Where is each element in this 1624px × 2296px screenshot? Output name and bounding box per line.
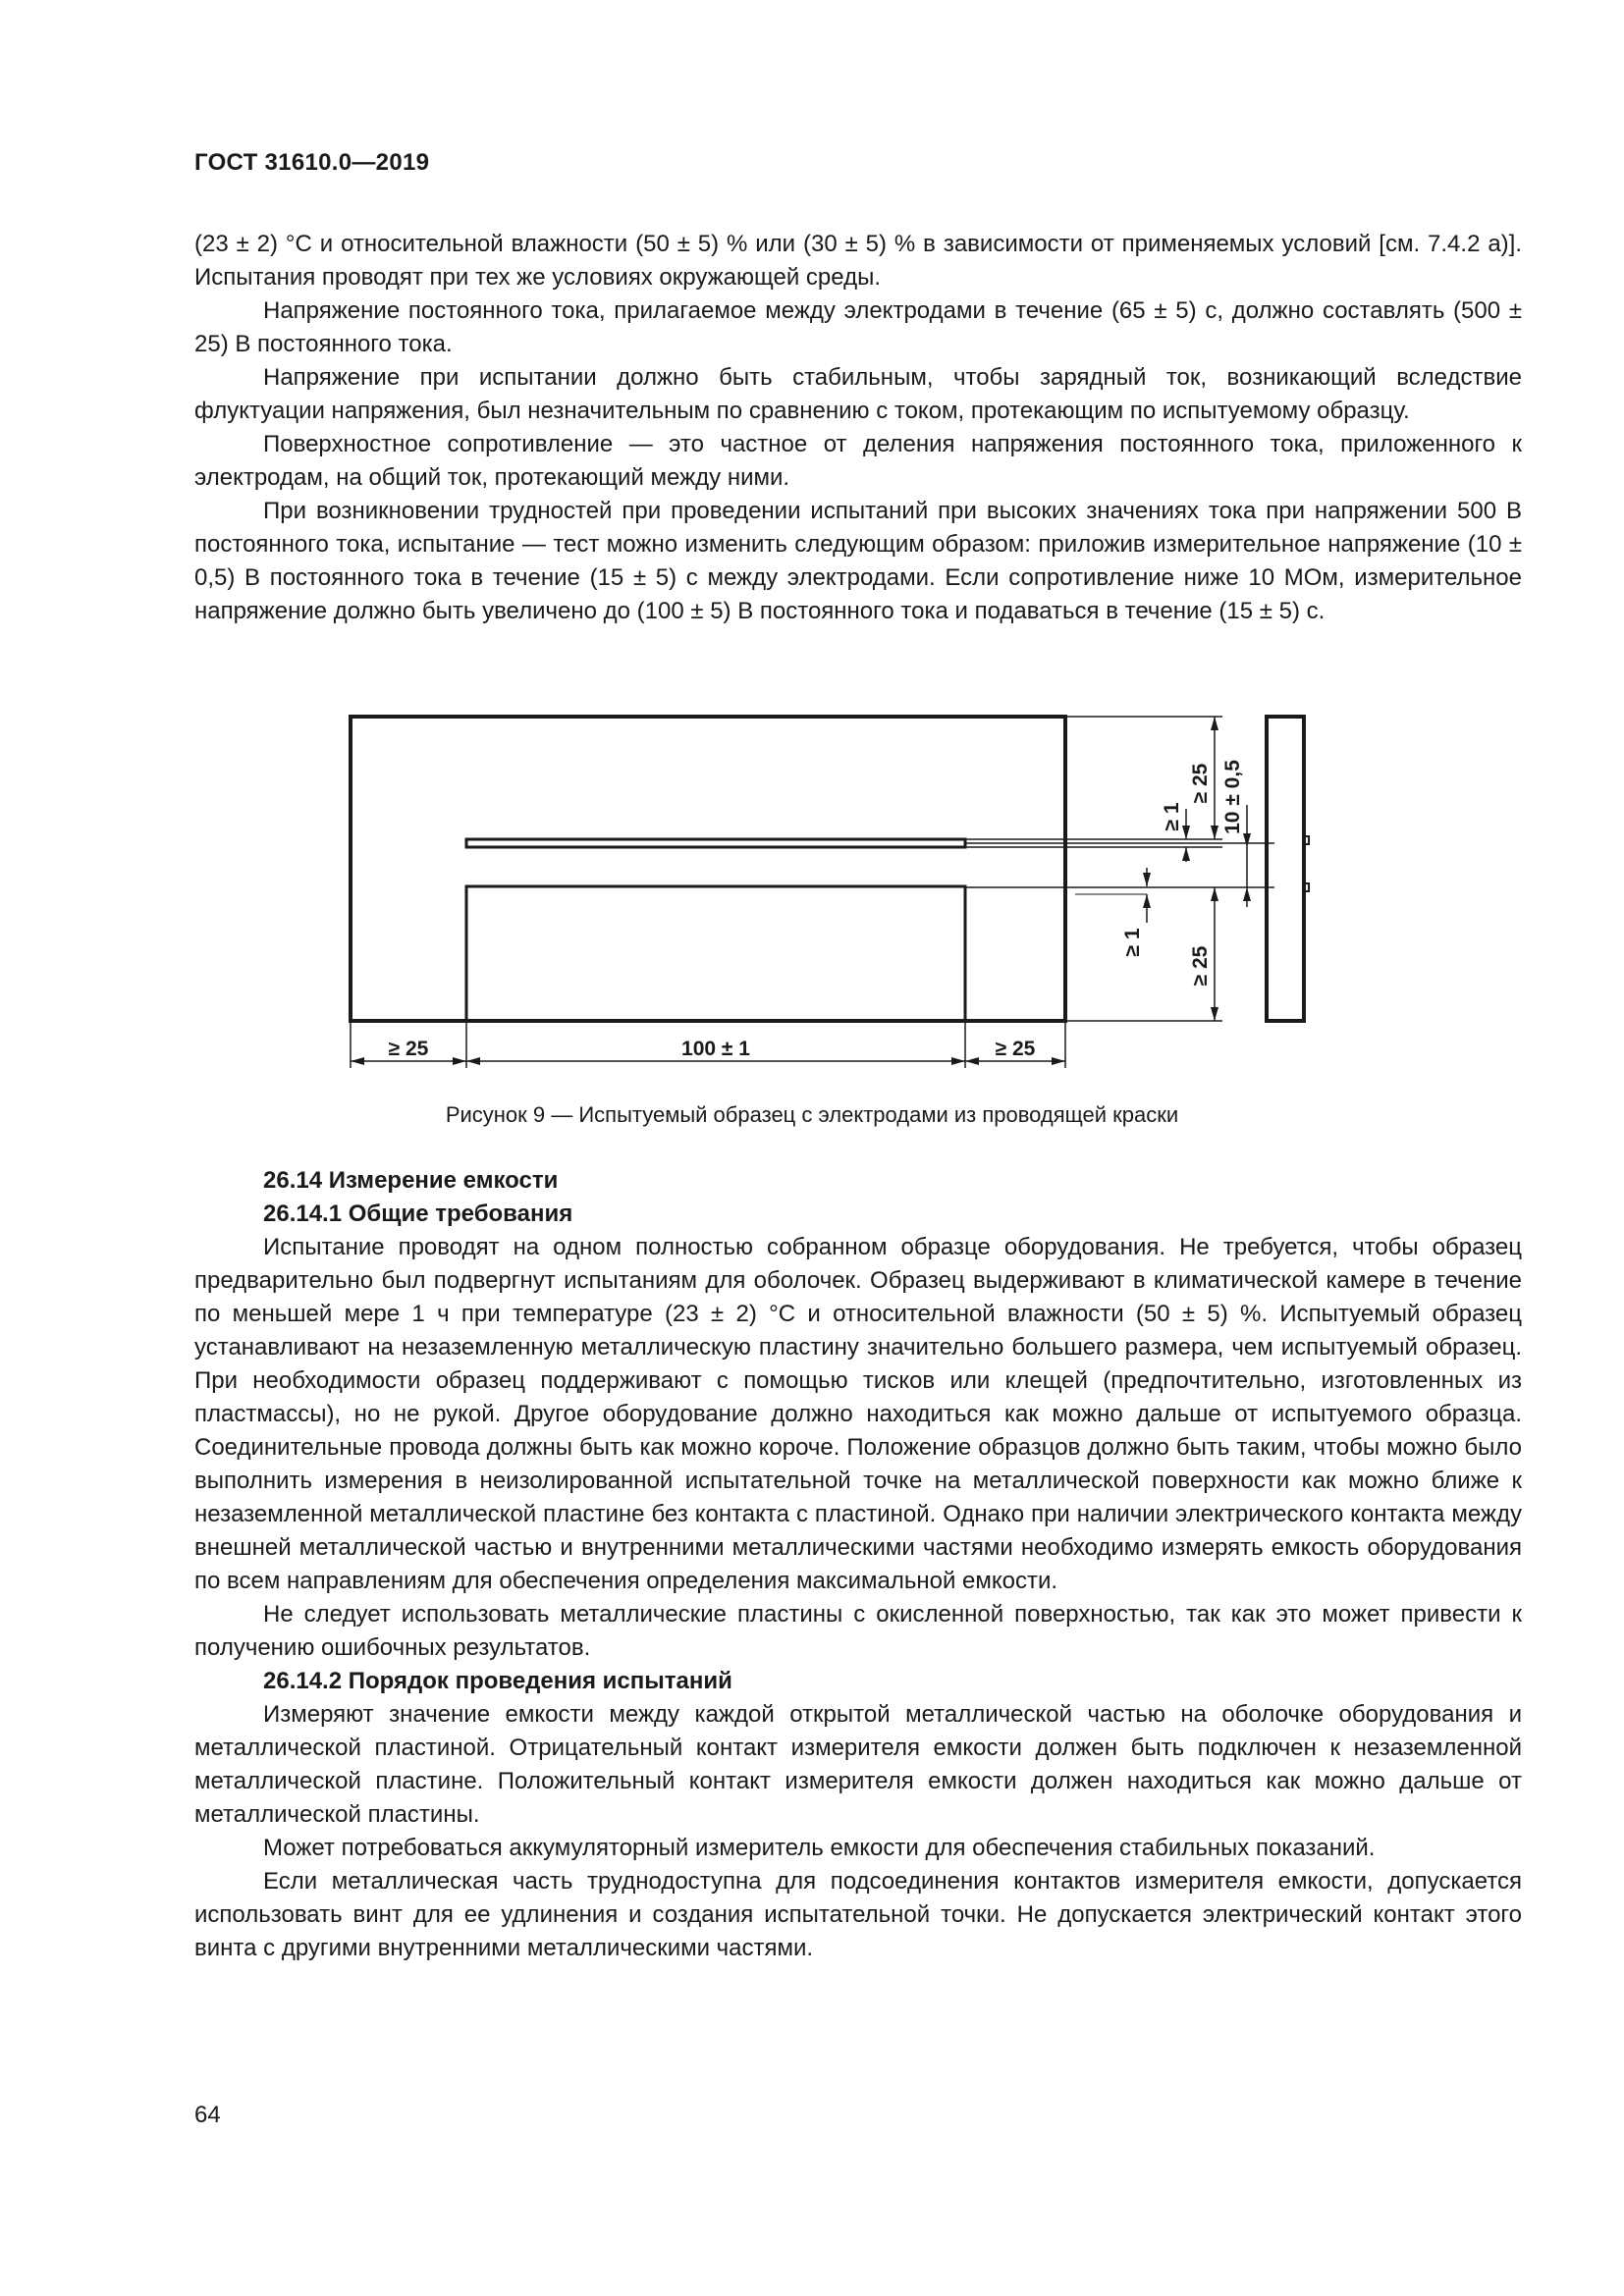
dim-right-margin: ≥ 25 (995, 1038, 1036, 1060)
page-number: 64 (194, 2102, 221, 2128)
paragraph: Измеряют значение емкости между каждой открытой металлической частью на оболочке оборудования и металлической пластиной. Отрицательный контакт измерителя емкости должен быть подключен к незаземленной металлической пластине. Положительный контакт измерителя емкости должен находиться как можно дальше от металлической пластины. (194, 1701, 1522, 1828)
section-heading-26-14: 26.14 Измерение емкости (263, 1167, 559, 1194)
paragraph: Если металлическая часть труднодоступна для подсоединения контактов измерителя емкости, допускается использовать винт для ее удлинения и создания испытательной точки. Не допускается электрический контакт этого винта с другими внутренними металлическими частями. (194, 1868, 1522, 1961)
paragraph: Может потребоваться аккумуляторный измеритель емкости для обеспечения стабильных показаний. (263, 1835, 1376, 1861)
paragraph: Поверхностное сопротивление — это частное от деления напряжения постоянного тока, приложенного к электродам, на общий ток, протекающий между ними. (194, 431, 1522, 491)
dim-left-margin: ≥ 25 (388, 1038, 429, 1060)
figure-caption: Рисунок 9 — Испытуемый образец с электродами из проводящей краски (445, 1102, 1179, 1127)
specimen-diagram (334, 699, 1375, 1111)
figure-9-specimen-drawing (334, 699, 1375, 1111)
text-block-top (194, 228, 1522, 628)
paragraph: Напряжение при испытании должно быть стабильным, чтобы зарядный ток, возникающий вследствие флуктуации напряжения, был незначительным по сравнению с током, протекающим по испытуемому образцу. (194, 364, 1522, 424)
dim-gap-bottom: ≥ 1 (1121, 928, 1144, 957)
dim-top-margin: ≥ 25 (1189, 763, 1212, 804)
specimen-plate (351, 717, 1065, 1021)
text-block-bottom (194, 1164, 1522, 1965)
dim-bottom-margin: ≥ 25 (1189, 945, 1212, 987)
lower-electrode (466, 886, 965, 1021)
specimen-side-view (1267, 717, 1304, 1021)
paragraph: Не следует использовать металлические пластины с окисленной поверхностью, так как это может привести к получению ошибочных результатов. (194, 1601, 1522, 1661)
dim-electrode-spacing: 10 ± 0,5 (1221, 760, 1244, 834)
paragraph: При возникновении трудностей при проведении испытаний при высоких значениях тока при напряжении 500 В постоянного тока, испытание — тест можно изменить следующим образом: приложив измерительное напряжение (10 ± 0,5) В постоянного тока в течение (15 ± 5) с между электродами. Если сопротивление ниже 10 МОм, измерительное напряжение должно быть увеличено до (100 ± 5) В постоянного тока и подаваться в течение (15 ± 5) с. (194, 498, 1522, 624)
section-heading-26-14-1: 26.14.1 Общие требования (263, 1201, 573, 1227)
section-heading-26-14-2: 26.14.2 Порядок проведения испытаний (263, 1668, 732, 1694)
document-code-header: ГОСТ 31610.0—2019 (194, 149, 430, 176)
dim-electrode-length: 100 ± 1 (681, 1038, 750, 1060)
dim-gap-top: ≥ 1 (1161, 802, 1183, 831)
paragraph: Напряжение постоянного тока, прилагаемое между электродами в течение (65 ± 5) с, должно составлять (500 ± 25) В постоянного тока. (194, 297, 1522, 357)
paragraph: Испытание проводят на одном полностью собранном образце оборудования. Не требуется, чтобы образец предварительно был подвергнут испытаниям для оболочек. Образец выдерживают в климатической камере в течение по меньшей мере 1 ч при температуре (23 ± 2) °С и относительной влажности (50 ± 5) %. Испытуемый образец устанавливают на незаземленную металлическую пластину значительно большего размера, чем испытуемый образец. При необходимости образец поддерживают с помощью тисков или клещей (предпочтительно, изготовленных из пластмассы), но не рукой. Другое оборудование должно находиться как можно дальше от испытуемого образца. Соединительные провода должны быть как можно короче. Положение образцов должно быть таким, чтобы можно было выполнить измерения в неизолированной испытательной точке на металлической поверхности как можно ближе к незаземленной металлической пластине без контакта с пластиной. Однако при наличии электрического контакта между внешней металлической частью и внутренними металлическими частями необходимо измерять емкость оборудования по всем направлениям для обеспечения определения максимальной емкости. (194, 1234, 1522, 1594)
upper-electrode (466, 839, 965, 847)
paragraph: (23 ± 2) °С и относительной влажности (50 ± 5) % или (30 ± 5) % в зависимости от применяемых условий [см. 7.4.2 а)]. Испытания проводят при тех же условиях окружающей среды. (194, 231, 1522, 291)
